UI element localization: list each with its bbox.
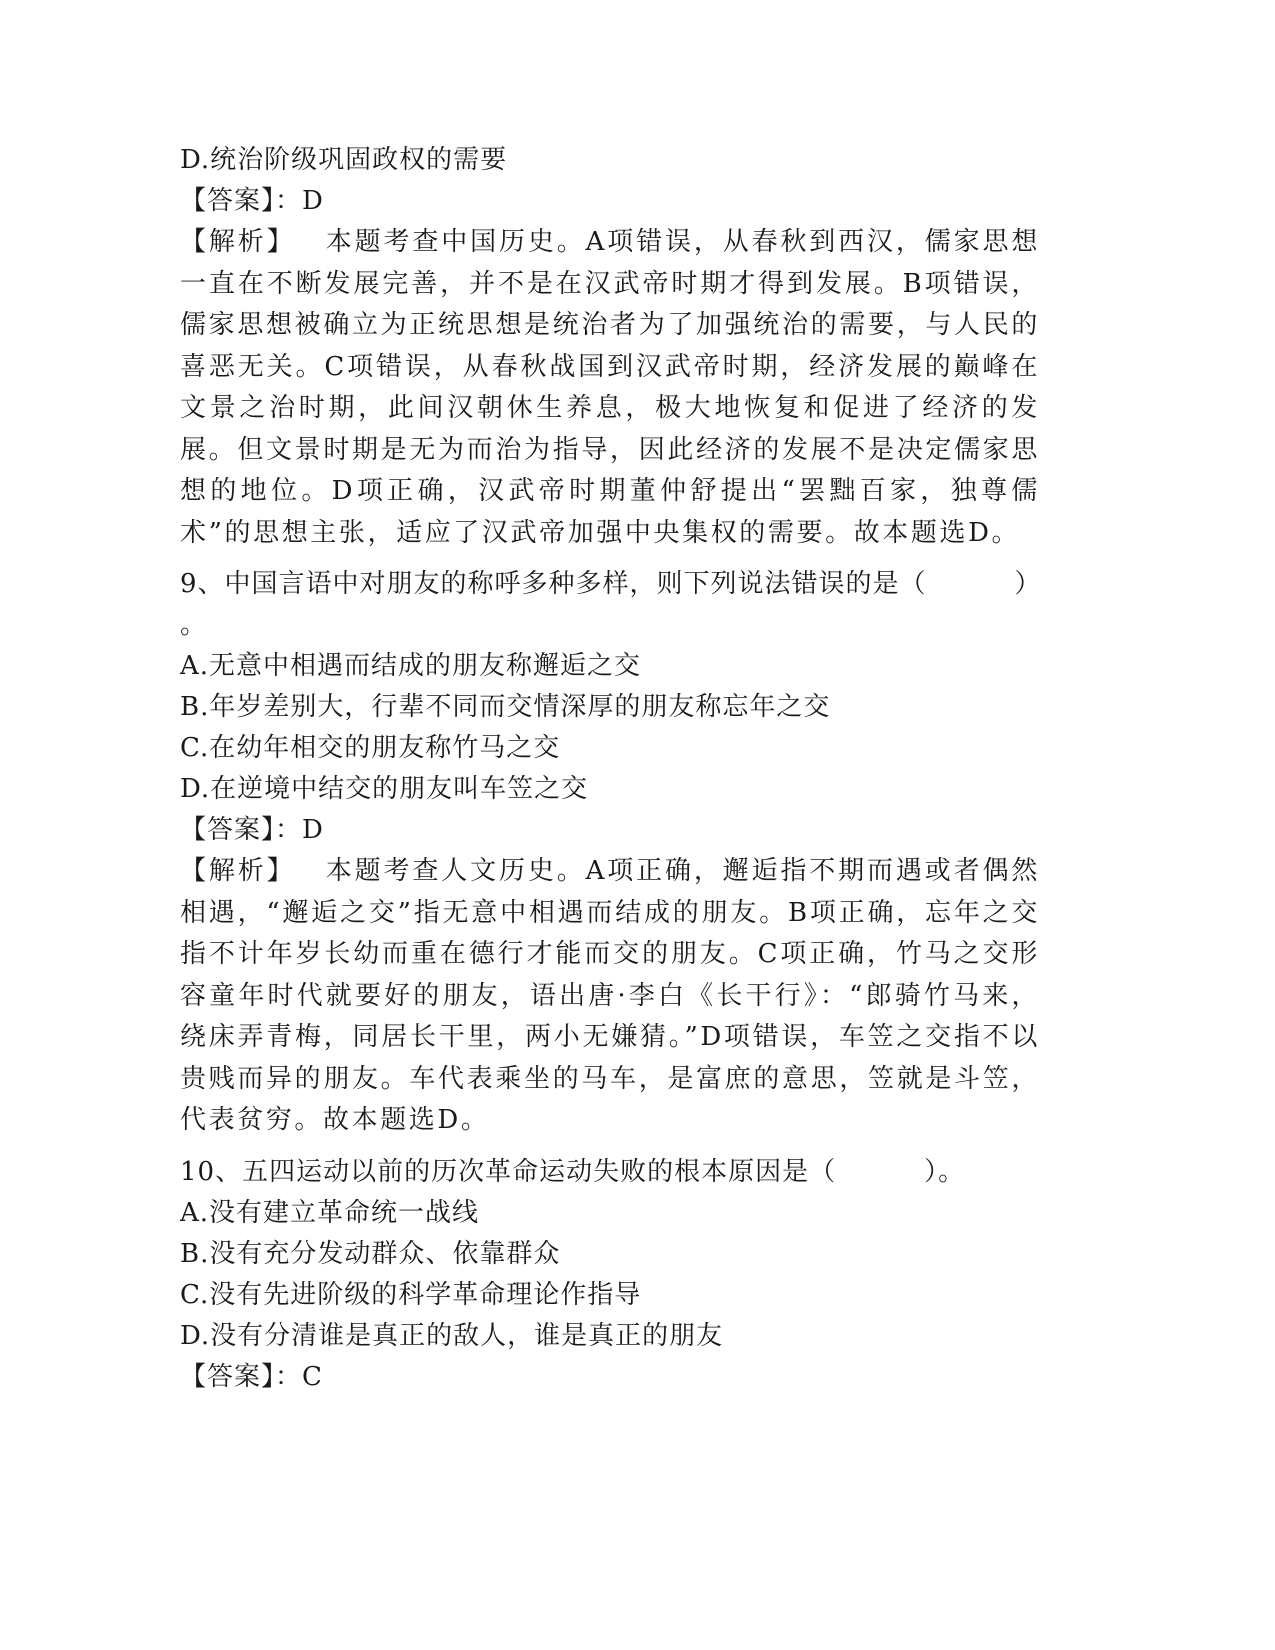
question-8 bbox=[180, 140, 1040, 554]
q9-analysis-text: 本题考查人文历史。A项正确，邂逅指不期而遇或者偶然相遇，“邂逅之交”指无意中相遇而结成的朋友。B项正确，忘年之交指不计年岁长幼而重在德行才能而交的朋友。C项正确，竹马之交形容童年时代就要好的朋友，语出唐·李白《长干行》：“郎骑竹马来，绕床弄青梅，同居长干里，两小无嫌猜。”D项错误，车笠之交指不以贵贱而异的朋友。车代表乘坐的马车，是富庶的意思，笠就是斗笠，代表贫穷。故本题选D。 bbox=[180, 856, 1040, 1135]
question-9 bbox=[180, 564, 1040, 1142]
question-10 bbox=[180, 1152, 1040, 1398]
q10-answer-label: 【答案】： bbox=[180, 1361, 303, 1392]
q9-option-d: D.在逆境中结交的朋友叫车笠之交 bbox=[180, 774, 589, 804]
q10-option-d: D.没有分清谁是真正的敌人，谁是真正的朋友 bbox=[180, 1320, 724, 1351]
q8-answer-value: D bbox=[302, 186, 324, 216]
q9-answer-value: D bbox=[302, 815, 324, 845]
q10-stem-close: ）。 bbox=[924, 1156, 966, 1187]
q8-answer-label: 【答案】： bbox=[180, 186, 303, 216]
q10-stem-text: 10、五四运动以前的历次革命运动失败的根本原因是（ bbox=[180, 1156, 837, 1187]
q9-option-a: A.无意中相遇而结成的朋友称邂逅之交 bbox=[180, 651, 642, 681]
q8-analysis bbox=[180, 222, 1040, 554]
q10-option-b: B.没有充分发动群众、依靠群众 bbox=[180, 1238, 561, 1269]
q9-stem-end: 。 bbox=[180, 610, 208, 640]
q9-stem-text: 9、中国言语中对朋友的称呼多种多样，则下列说法错误的是（ bbox=[180, 569, 927, 599]
q8-analysis-label: 【解析】 bbox=[180, 227, 296, 257]
q10-stem bbox=[180, 1152, 1040, 1193]
q10-option-a: A.没有建立革命统一战线 bbox=[180, 1197, 480, 1228]
q10-answer-value: C bbox=[302, 1361, 323, 1392]
q9-stem bbox=[180, 564, 1040, 605]
q9-answer-label: 【答案】： bbox=[180, 815, 303, 845]
q9-analysis-label: 【解析】 bbox=[180, 856, 296, 886]
q10-option-c: C.没有先进阶级的科学革命理论作指导 bbox=[180, 1279, 642, 1310]
q9-option-b: B.年岁差别大，行辈不同而交情深厚的朋友称忘年之交 bbox=[180, 692, 831, 722]
exam-page bbox=[180, 140, 1040, 1398]
q8-answer bbox=[180, 181, 1040, 222]
q10-answer bbox=[180, 1357, 1040, 1398]
q8-analysis-text: 本题考查中国历史。A项错误，从春秋到西汉，儒家思想一直在不断发展完善，并不是在汉武帝时期才得到发展。B项错误，儒家思想被确立为正统思想是统治者为了加强统治的需要，与人民的喜恶无关。C项错误，从春秋战国到汉武帝时期，经济发展的巅峰在文景之治时期，此间汉朝休生养息，极大地恢复和促进了经济的发展。但文景时期是无为而治为指导，因此经济的发展不是决定儒家思想的地位。D项正确，汉武帝时期董仲舒提出“罢黜百家，独尊儒术”的思想主张，适应了汉武帝加强中央集权的需要。故本题选D。 bbox=[180, 227, 1040, 548]
q9-answer bbox=[180, 810, 1040, 851]
q9-stem-close: ） bbox=[1014, 569, 1042, 599]
q9-option-c: C.在幼年相交的朋友称竹马之交 bbox=[180, 733, 561, 763]
q9-analysis bbox=[180, 851, 1040, 1142]
q8-option-d: D.统治阶级巩固政权的需要 bbox=[180, 145, 508, 175]
